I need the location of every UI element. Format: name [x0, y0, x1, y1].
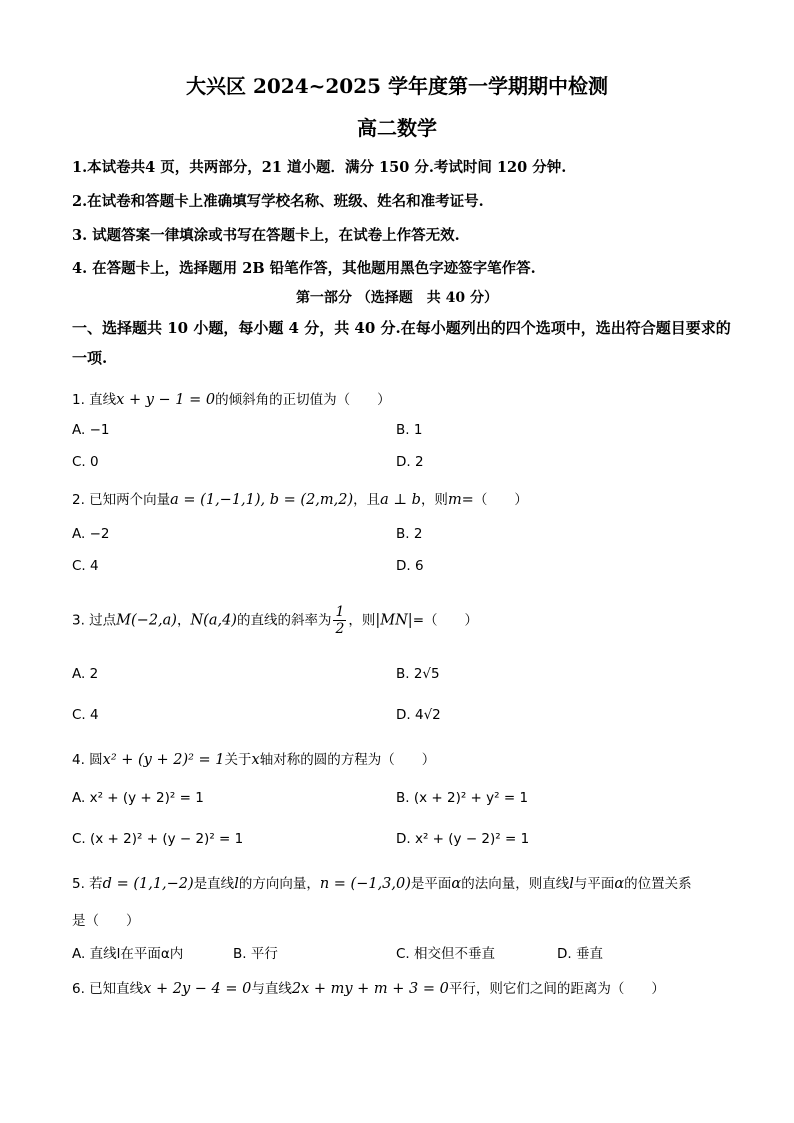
option-d: D. 4√2	[396, 707, 441, 723]
question-text: 的位置关系	[624, 876, 692, 892]
option-c: C. 4	[72, 558, 99, 574]
math-expression: |MN|	[375, 612, 413, 629]
question-6	[72, 977, 665, 997]
option-c: C. (x + 2)² + (y − 2)² = 1	[72, 831, 244, 847]
fraction-denominator: 2	[335, 621, 345, 637]
question-text: 关于	[224, 752, 252, 768]
question-text: 3. 过点	[72, 612, 117, 629]
option-a: A. −2	[72, 526, 110, 542]
question-text: 与直线	[251, 981, 292, 997]
question-text: 的方向向量，	[238, 876, 320, 892]
instruction-note: 3. 试题答案一律填涂或书写在答题卡上，在试卷上作答无效.	[72, 227, 460, 244]
math-expression: l	[234, 876, 239, 892]
part-title: 第一部分 （选择题 共 40 分）	[295, 290, 499, 306]
math-expression: a = (1,−1,1), b = (2,m,2)	[170, 492, 354, 508]
question-text: 是直线	[193, 876, 235, 892]
question-text: 是平面	[410, 876, 452, 892]
question-text: ，则	[348, 612, 376, 629]
question-text: 与平面	[573, 876, 615, 892]
option-a: A. 2	[72, 666, 99, 682]
option-d: D. 6	[396, 558, 424, 574]
math-expression: x² + (y + 2)² = 1	[102, 752, 225, 768]
math-expression: α	[614, 876, 625, 892]
question-text: 2. 已知两个向量	[72, 492, 171, 508]
option-b: B. 2	[396, 526, 423, 542]
option-a: A. 直线l在平面α内	[72, 946, 184, 962]
option-d: D. 垂直	[557, 946, 603, 962]
math-expression: N(a,4)	[190, 612, 237, 629]
question-text: ，则	[420, 492, 448, 508]
math-expression: x + y − 1 = 0	[116, 392, 216, 408]
math-expression: l	[569, 876, 574, 892]
math-expression: a ⊥ b	[380, 492, 421, 508]
math-expression: 2x + my + m + 3 = 0	[291, 981, 449, 997]
math-expression: x + 2y − 4 = 0	[143, 981, 252, 997]
question-text: ，	[176, 612, 191, 629]
instruction-note: 2.在试卷和答题卡上准确填写学校名称、班级、姓名和准考证号.	[72, 193, 484, 210]
instruction-note: 4. 在答题卡上，选择题用 2B 铅笔作答，其他题用黑色字迹签字笔作答.	[72, 260, 536, 277]
question-text: （ ）	[473, 492, 528, 508]
option-d: D. x² + (y − 2)² = 1	[396, 831, 530, 847]
question-4	[72, 748, 435, 768]
question-text: =（ ）	[412, 612, 478, 629]
question-2	[72, 488, 528, 508]
option-a: A. x² + (y + 2)² = 1	[72, 790, 204, 806]
question-3	[72, 604, 478, 637]
question-text: 的倾斜角的正切值为（ ）	[215, 392, 391, 408]
math-expression: x	[251, 752, 260, 768]
question-text: 4. 圆	[72, 752, 103, 768]
math-expression: n = (−1,3,0)	[319, 876, 411, 892]
question-text: 5. 若	[72, 876, 103, 892]
option-c: C. 4	[72, 707, 99, 723]
question-text: 的直线的斜率为	[236, 612, 332, 629]
math-expression: d = (1,1,−2)	[102, 876, 194, 892]
option-b: B. 2√5	[396, 666, 440, 682]
option-a: A. −1	[72, 422, 110, 438]
question-5-continued: 是（ ）	[72, 913, 140, 929]
question-text: 平行，则它们之间的距离为（ ）	[448, 981, 665, 997]
option-c: C. 相交但不垂直	[396, 946, 496, 962]
math-expression: α	[451, 876, 462, 892]
option-d: D. 2	[396, 454, 424, 470]
question-text: 的法向量，则直线	[461, 876, 570, 892]
question-5	[72, 872, 692, 892]
question-text: 轴对称的圆的方程为（ ）	[259, 752, 436, 768]
exam-title: 大兴区 2024~2025 学年度第一学期期中检测	[185, 74, 608, 98]
math-expression: m=	[447, 492, 474, 508]
question-1	[72, 388, 391, 408]
fraction-numerator: 1	[335, 604, 345, 620]
fraction	[333, 604, 346, 637]
option-c: C. 0	[72, 454, 99, 470]
option-b: B. 平行	[233, 946, 278, 962]
section-instruction: 一、选择题共 10 小题，每小题 4 分，共 40 分.在每小题列出的四个选项中，选出符合题目要求的一项.	[72, 319, 731, 367]
question-text: ，且	[353, 492, 381, 508]
exam-subject: 高二数学	[357, 116, 437, 140]
option-b: B. (x + 2)² + y² = 1	[396, 790, 529, 806]
option-b: B. 1	[396, 422, 423, 438]
question-text: 1. 直线	[72, 392, 117, 408]
math-expression: M(−2,a)	[116, 612, 177, 629]
instruction-note: 1.本试卷共4 页，共两部分，21 道小题．满分 150 分.考试时间 120 分钟.	[72, 159, 567, 176]
question-text: 6. 已知直线	[72, 981, 144, 997]
